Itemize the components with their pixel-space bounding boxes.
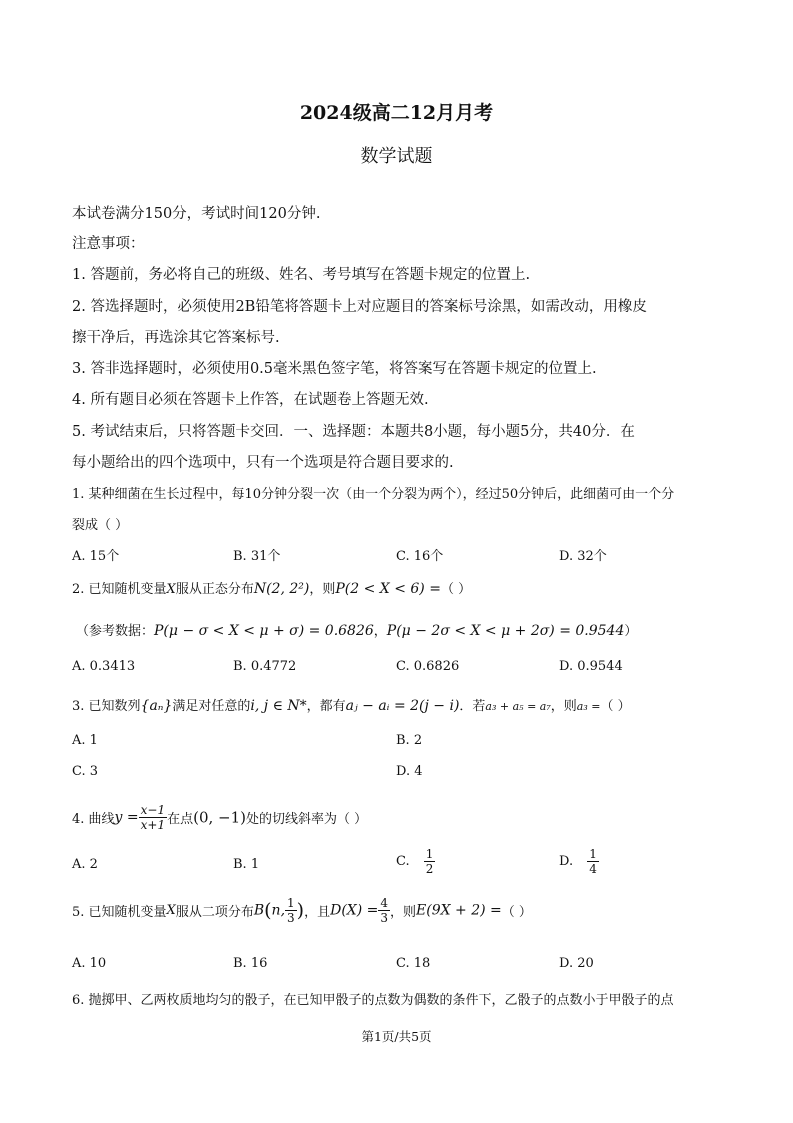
exam-title: 2024级高二12月月考 (299, 102, 494, 124)
q2-option-a: A. 0.3413 (72, 659, 136, 674)
q3-sequence: {aₙ} (140, 698, 173, 714)
q5-stem-mid: 服从二项分布 (175, 905, 254, 920)
q4-option-c-denominator: 2 (425, 862, 434, 876)
q4-option-d-denominator: 4 (589, 862, 597, 876)
q3-relation: aⱼ − aᵢ = 2(j − i) (345, 698, 460, 714)
q2-reference (76, 620, 637, 639)
q6-stem-a: 6. 抛掷甲、乙两枚质地均匀的骰子，在已知甲骰子的点数为偶数的条件下，乙骰子的点数小于甲骰子的点 (72, 993, 674, 1008)
exam-subtitle: 数学试题 (360, 146, 433, 167)
q1-stem-a: 1. 某种细菌在生长过程中，每10分钟分裂一次（由一个分裂为两个），经过50分钟后，此细菌可由一个分 (72, 487, 675, 502)
q4-option-a: A. 2 (72, 857, 98, 872)
q5-variance-numerator: 4 (380, 896, 389, 910)
q4-fraction-denominator: x+1 (140, 818, 166, 832)
q5-variance: D(X) = (330, 902, 379, 919)
q4-option-c-numerator: 1 (425, 847, 434, 861)
q3-option-c: C. 3 (72, 764, 99, 779)
q4-option-d-label: D. (559, 854, 574, 869)
q4-option-d-numerator: 1 (589, 847, 597, 861)
q2-variable: X (166, 582, 176, 597)
q2-paren: （ ） (440, 582, 472, 597)
q4-option-c (396, 848, 435, 875)
q2-distribution: N(2, 2²) (253, 581, 310, 597)
q4-point: (0, −1) (193, 808, 247, 827)
q1-option-b: B. 31个 (233, 549, 281, 564)
q3-stem (72, 695, 631, 714)
q1-option-a: A. 15个 (72, 549, 120, 564)
q5-dist-numerator: 1 (287, 896, 295, 910)
q3-stem-prefix: 3. 已知数列 (72, 699, 141, 714)
q5-variable: X (166, 903, 176, 918)
q3-option-d: D. 4 (396, 764, 423, 779)
intro-line: 本试卷满分150分，考试时间120分钟. (72, 206, 321, 222)
q3-ask: a₃ = (576, 700, 601, 713)
notice-item-2a: 2. 答选择题时，必须使用2B铅笔将答题卡上对应题目的答案标号涂黑，如需改动，用橡皮 (72, 299, 647, 315)
q3-stem-mid4: ，则 (550, 699, 577, 714)
q3-option-b: B. 2 (396, 733, 423, 748)
q5-dist-close-paren: ) (296, 899, 305, 922)
notice-heading: 注意事项： (72, 236, 145, 252)
q2-stem-comma: ，则 (309, 582, 336, 597)
q2-option-b: B. 0.4772 (233, 659, 297, 674)
q5-option-a: A. 10 (72, 956, 107, 971)
notice-item-3: 3. 答非选择题时，必须使用0.5毫米黑色签字笔，将答案写在答题卡规定的位置上. (72, 361, 597, 377)
q4-fraction (139, 804, 167, 831)
q5-variance-fraction (378, 897, 390, 924)
q3-stem-mid2: ，都有 (306, 699, 346, 714)
q5-expectation: E(9X + 2) = (416, 902, 502, 919)
q2-stem-mid: 服从正态分布 (175, 582, 254, 597)
q3-stem-mid: 满足对任意的 (172, 699, 251, 714)
q1-option-d: D. 32个 (559, 549, 607, 564)
q2-ref-sep: ， (373, 624, 387, 639)
q5-option-b: B. 16 (233, 956, 268, 971)
q4-option-d-fraction (587, 848, 599, 875)
page-footer: 第1页/共5页 (361, 1029, 432, 1044)
q1-option-c: C. 16个 (396, 549, 444, 564)
q2-ref-1: P(μ − σ < X < μ + σ) = 0.6826 (154, 623, 374, 639)
q4-stem (72, 804, 367, 831)
notice-item-5b: 每小题给出的四个选项中，只有一个选项是符合题目要求的. (72, 455, 454, 471)
q3-condition: a₃ + a₅ = a₇ (485, 700, 551, 713)
q3-option-a: A. 1 (72, 733, 98, 748)
q5-dist-open-paren: ( (264, 899, 272, 922)
q5-stem-mid2: ，且 (304, 905, 331, 920)
q5-dist-fraction (285, 897, 297, 924)
q2-ref-2: P(μ − 2σ < X < μ + 2σ) = 0.9544 (386, 623, 625, 639)
q3-stem-mid3: ．若 (459, 699, 486, 714)
q4-fraction-numerator: x−1 (140, 803, 166, 817)
notice-item-1: 1. 答题前，务必将自己的班级、姓名、考号填写在答题卡规定的位置上. (72, 267, 531, 283)
notice-item-5a: 5. 考试结束后，只将答题卡交回．一、选择题：本题共8小题，每小题5分，共40分．在 (72, 424, 635, 440)
q5-option-d: D. 20 (559, 956, 594, 971)
q4-option-c-fraction (424, 848, 436, 875)
q5-paren: （ ） (501, 905, 532, 920)
q2-ref-prefix: （参考数据： (76, 624, 155, 639)
q2-ref-suffix: ） (624, 624, 638, 639)
q2-probability: P(2 < X < 6) = (335, 581, 441, 597)
q4-y-equals: y = (114, 809, 139, 826)
q4-stem-prefix: 4. 曲线 (72, 812, 115, 827)
q4-option-c-label: C. (396, 854, 410, 869)
q5-dist-denominator: 3 (287, 911, 295, 925)
q4-option-b: B. 1 (233, 857, 260, 872)
q5-option-c: C. 18 (396, 956, 431, 971)
q1-stem-b: 裂成（ ） (72, 518, 129, 533)
q2-stem-prefix: 2. 已知随机变量 (72, 582, 167, 597)
q4-stem-mid: 在点 (167, 812, 194, 827)
q2-option-c: C. 0.6826 (396, 659, 460, 674)
q4-stem-suffix: 处的切线斜率为（ ） (246, 812, 368, 827)
q3-index-set: i, j ∈ N* (250, 698, 307, 714)
q2-stem (72, 578, 471, 597)
q5-dist-b: B (253, 902, 265, 919)
notice-item-4: 4. 所有题目必须在答题卡上作答，在试题卷上答题无效. (72, 392, 429, 408)
q3-paren: （ ） (600, 699, 631, 714)
q5-stem-mid3: ，则 (390, 905, 417, 920)
q2-option-d: D. 0.9544 (559, 659, 623, 674)
q4-option-d (559, 848, 599, 875)
notice-item-2b: 擦干净后，再选涂其它答案标号. (72, 330, 280, 346)
q5-stem-prefix: 5. 已知随机变量 (72, 905, 167, 920)
q5-dist-n: n, (271, 902, 286, 919)
q5-stem (72, 897, 532, 924)
q5-variance-denominator: 3 (380, 911, 389, 925)
